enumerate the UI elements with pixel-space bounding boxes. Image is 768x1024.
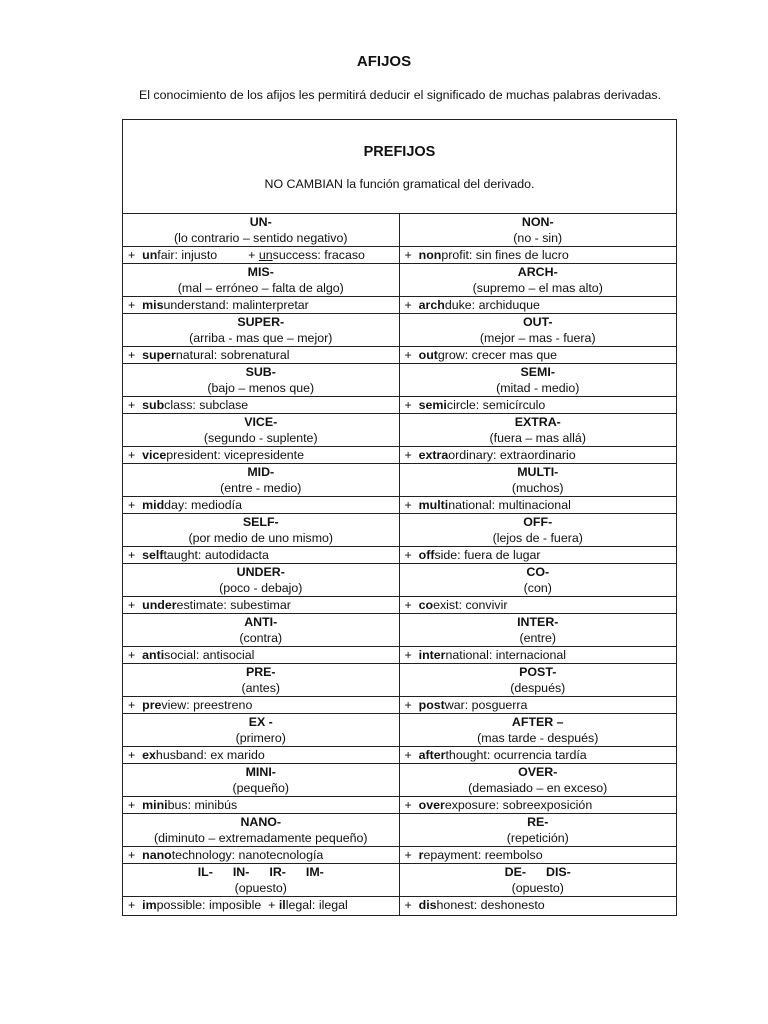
example-text: husband: ex marido [155,748,265,762]
prefix-meaning: (segundo - suplente) [203,431,318,445]
prefix-cell [400,764,677,797]
prefix-entry [400,664,677,714]
prefix-name: PRE- [245,665,276,679]
example-prefix: under [142,598,177,612]
example-text: exist: convivir [433,598,508,612]
prefix-entry [400,214,677,264]
prefix-entry [123,864,399,915]
example-row: + semicircle: semicírculo [404,398,546,412]
prefix-meaning: (lejos de - fuera) [492,531,583,545]
example-row: + postwar: posguerra [404,698,528,712]
prefix-meaning: (mitad - medio) [496,381,580,395]
example-text: technology: nanotecnología [171,848,324,862]
prefix-cell [123,264,399,297]
prefix-meaning: (diminuto – extremadamente pequeño) [153,831,368,845]
prefix-meaning: (no - sin) [513,231,563,245]
prefix-cell [123,614,399,647]
example-prefix: out [418,348,438,362]
prefix-entry [400,264,677,314]
prefix-part: IM- [305,865,324,879]
prefix-name: SUPER- [237,315,285,329]
example-row: + dishonest: deshonesto [404,898,545,912]
example-row: + overexposure: sobreexposición [404,798,593,812]
prefix-cell [400,414,677,447]
prefix-name: INTER- [517,615,559,629]
prefix-name: RE- [527,815,549,829]
prefixes-table [122,119,677,916]
example-prefix: multi [418,498,449,512]
prefix-entry [123,564,399,614]
prefix-name: MIS- [247,265,274,279]
example-prefix: after [418,748,446,762]
example-text: side: fuera de lugar [434,548,541,562]
prefix-entry [123,364,399,414]
prefix-cell [123,564,399,597]
example-text: success: fracaso [272,248,365,262]
example-row: + unfair: injusto + unsuccess: fracaso [128,248,365,262]
prefix-cell [123,814,399,847]
example-row: + outgrow: crecer mas que [404,348,558,362]
example-text: national: multinacional [448,498,571,512]
example-row: + misunderstand: malinterpretar [128,298,309,312]
example-text: bus: minibús [167,798,238,812]
prefix-meaning: (antes) [241,681,281,695]
prefix-name: SEMI- [520,365,555,379]
example-text: class: subclase [164,398,249,412]
prefix-entry [400,414,677,464]
prefix-entry [400,764,677,814]
prefix-meaning: (muchos) [511,481,564,495]
example-prefix: mid [142,498,165,512]
prefix-cell [123,314,399,347]
example-row: + international: internacional [404,648,567,662]
page-title: AFIJOS [356,53,412,70]
prefix-entry [123,764,399,814]
example-row: + underestimate: subestimar [128,598,291,612]
prefix-entry [123,264,399,314]
prefix-entry [123,664,399,714]
prefix-meaning: (poco - debajo) [219,581,303,595]
prefix-part: DIS- [546,865,571,879]
prefix-meaning: (repetición) [506,831,569,845]
example-row: + repayment: reembolso [404,848,543,862]
prefix-name: VICE- [244,415,278,429]
example-text: exposure: sobreexposición [444,798,593,812]
example-text: estimate: subestimar [176,598,291,612]
prefix-cell [123,514,399,547]
prefix-cell [400,814,677,847]
prefix-meaning: (mas tarde - después) [477,731,599,745]
example-text: social: antisocial [164,648,255,662]
example-row: + subclass: subclase [128,398,249,412]
prefix-cell [400,664,677,697]
prefix-cell [123,714,399,747]
prefix-meaning: (con) [523,581,552,595]
prefix-cell [123,764,399,797]
prefix-cell [400,364,677,397]
prefix-meaning: (mejor – mas - fuera) [479,331,596,345]
example-row: + vicepresident: vicepresidente [128,448,305,462]
prefix-cell [400,714,677,747]
prefix-meaning: (demasiado – en exceso) [468,781,608,795]
prefix-entry [400,364,677,414]
prefix-part: IN- [232,865,250,879]
prefix-name [123,864,399,880]
example-text: war: posguerra [444,698,528,712]
prefix-name: SELF- [242,515,279,529]
prefix-cell [400,214,677,247]
example-prefix: mini [142,798,168,812]
prefix-name: UNDER- [236,565,285,579]
example-row: + minibus: minibús [128,798,238,812]
example-prefix: dis [418,898,437,912]
prefix-entry [123,314,399,364]
prefix-cell [123,864,399,897]
left-column [123,214,400,915]
example-text: possible: imposible [156,898,262,912]
prefix-name: OVER- [518,765,558,779]
prefix-entry [400,814,677,864]
example-row: + multinational: multinacional [404,498,571,512]
prefix-cell [400,564,677,597]
prefix-meaning: (opuesto) [234,881,287,895]
example-row: + coexist: convivir [404,598,508,612]
example-row: + nanotechnology: nanotecnología [128,848,324,862]
example-prefix: il [278,898,286,912]
prefix-meaning: (opuesto) [511,881,564,895]
prefix-name: MID- [247,465,275,479]
example-prefix: post [418,698,445,712]
prefix-name: OFF- [523,515,553,529]
example-text: grow: crecer mas que [437,348,558,362]
prefix-meaning: (mal – erróneo – falta de algo) [177,281,344,295]
example-text: fair: injusto [157,248,218,262]
example-text: thought: ocurrencia tardía [445,748,587,762]
prefix-entry [400,464,677,514]
prefix-entry [400,714,677,764]
example-prefix: over [418,798,445,812]
prefix-entry [123,464,399,514]
example-prefix: inter [418,648,446,662]
example-prefix: semi [418,398,447,412]
prefix-entry [123,514,399,564]
prefix-entry [400,514,677,564]
prefix-name: UN- [249,215,272,229]
example-row: + offside: fuera de lugar [404,548,541,562]
prefix-meaning: (entre) [519,631,556,645]
prefix-part: IR- [269,865,286,879]
example-text: national: internacional [445,648,567,662]
prefix-name: SUB- [245,365,276,379]
example-prefix: r [418,848,424,862]
example-prefix: off [418,548,435,562]
section-subtitle: NO CAMBIAN la función gramatical del derivado. [264,177,535,191]
prefix-entry [400,614,677,664]
prefix-cell [123,664,399,697]
example-text: natural: sobrenatural [175,348,290,362]
example-text: view: preestreno [161,698,253,712]
prefix-entry [123,814,399,864]
example-row: + impossible: imposible + illegal: ilegal [128,898,348,912]
example-text: understand: malinterpretar [163,298,309,312]
example-prefix: self [142,548,164,562]
example-row: + midday: mediodía [128,498,242,512]
prefix-cell [123,364,399,397]
example-text: day: mediodía [164,498,242,512]
table-header [123,120,676,214]
prefix-name: ARCH- [517,265,558,279]
example-prefix: co [418,598,434,612]
prefix-meaning: (fuera – mas allá) [489,431,586,445]
prefix-meaning: (pequeño) [232,781,289,795]
prefix-name: EXTRA- [514,415,561,429]
prefix-name: NON- [521,215,554,229]
prefix-cell [123,214,399,247]
prefix-cell [400,464,677,497]
example-text: profit: sin fines de lucro [441,248,569,262]
example-prefix: im [142,898,157,912]
prefix-name: CO- [526,565,550,579]
prefix-entry [123,214,399,264]
prefix-meaning: (por medio de uno mismo) [188,531,334,545]
prefix-name: ANTI- [244,615,278,629]
example-prefix: un [142,248,158,262]
prefix-cell [400,514,677,547]
example-row: + archduke: archiduque [404,298,540,312]
example-row: + extraordinary: extraordinario [404,448,576,462]
example-prefix: sub [142,398,165,412]
example-prefix: nano [142,848,172,862]
prefix-cell [123,464,399,497]
prefix-name [400,864,677,880]
example-row: + exhusband: ex marido [128,748,265,762]
example-text: taught: autodidacta [163,548,269,562]
example-prefix: super [142,348,176,362]
prefix-name: MINI- [245,765,276,779]
right-column [400,214,677,915]
example-row: + supernatural: sobrenatural [128,348,290,362]
prefix-meaning: (entre - medio) [220,481,302,495]
section-heading: PREFIJOS [363,144,436,160]
prefix-name: NANO- [240,815,282,829]
prefix-name: EX - [248,715,273,729]
example-row: + selftaught: autodidacta [128,548,269,562]
example-prefix: non [418,248,442,262]
example-row: + antisocial: antisocial [128,648,255,662]
example-text: legal: ilegal [285,898,348,912]
prefix-meaning: (bajo – menos que) [207,381,315,395]
example-text: president: vicepresidente [166,448,305,462]
example-prefix: arch [418,298,445,312]
example-prefix: mis [142,298,164,312]
example-prefix: extra [418,448,449,462]
prefix-cell [123,414,399,447]
example-text: epayment: reembolso [423,848,543,862]
prefix-meaning: (primero) [235,731,286,745]
prefix-part: IL- [197,865,213,879]
prefix-cell [400,614,677,647]
prefix-meaning: (arriba - mas que – mejor) [189,331,333,345]
prefix-name: POST- [519,665,557,679]
example-text: honest: deshonesto [436,898,545,912]
prefix-meaning: (lo contrario – sentido negativo) [173,231,348,245]
prefix-name: AFTER – [511,715,564,729]
example-prefix: pre [142,698,162,712]
prefix-cell [400,314,677,347]
example-text: duke: archiduque [444,298,540,312]
example-row: + nonprofit: sin fines de lucro [404,248,569,262]
prefix-name: OUT- [522,315,553,329]
prefix-cell [400,864,677,897]
example-prefix: un [258,248,273,262]
prefix-name: MULTI- [517,465,559,479]
prefix-entry [400,864,677,915]
prefix-entry [123,614,399,664]
prefix-cell [400,264,677,297]
example-text: ordinary: extraordinario [448,448,576,462]
example-row: + preview: preestreno [128,698,253,712]
example-prefix: anti [142,648,165,662]
example-text: circle: semicírculo [446,398,546,412]
prefix-entry [123,714,399,764]
example-prefix: vice [142,448,167,462]
prefix-entry [123,414,399,464]
example-row: + afterthought: ocurrencia tardía [404,748,587,762]
example-prefix: ex [142,748,156,762]
prefix-entry [400,564,677,614]
prefix-part: DE- [504,865,527,879]
prefix-meaning: (contra) [239,631,283,645]
prefix-meaning: (después) [510,681,566,695]
intro-text: El conocimiento de los afijos les permitirá deducir el significado de muchas palabras derivadas. [138,88,662,102]
prefix-meaning: (supremo – el mas alto) [472,281,603,295]
prefix-entry [400,314,677,364]
